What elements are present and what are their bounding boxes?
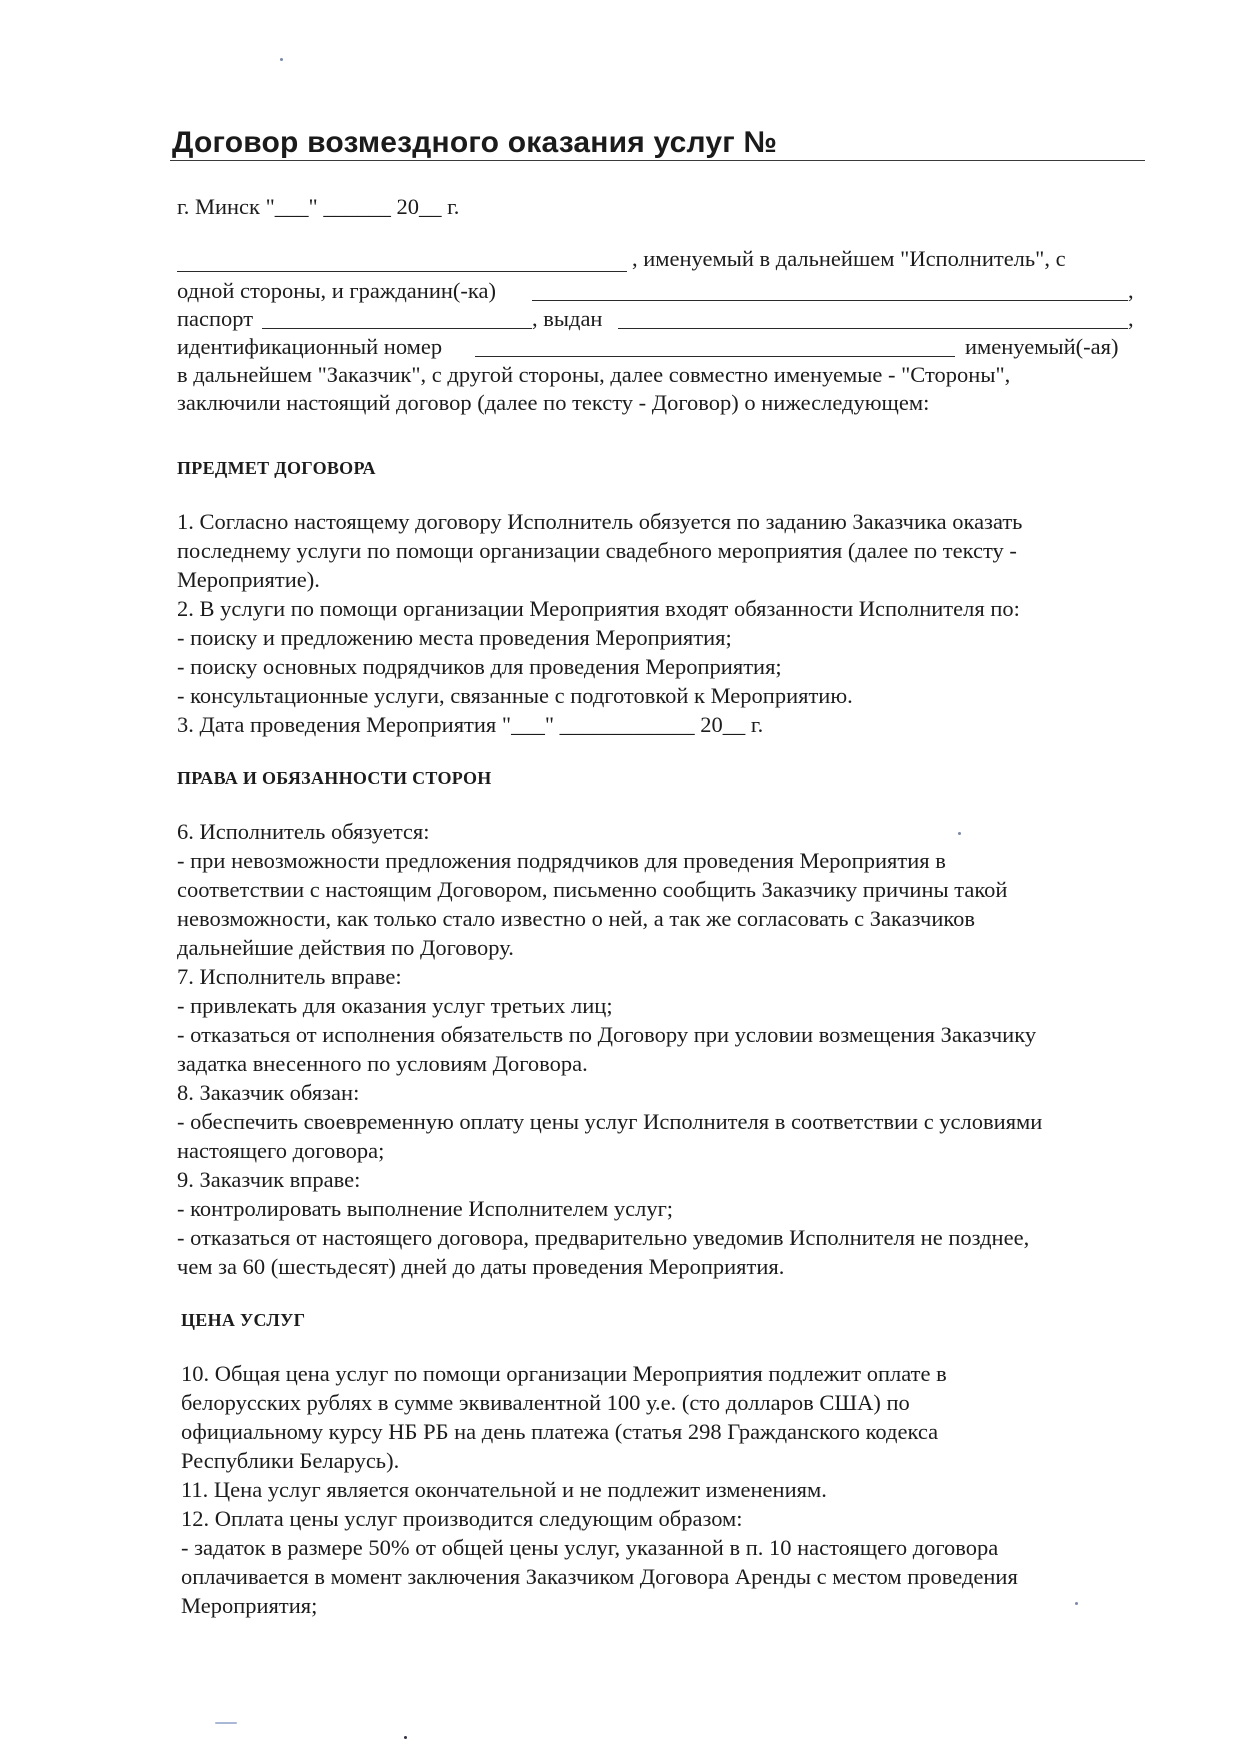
rights-line: соответствии с настоящим Договором, письменно сообщить Заказчику причины такой: [177, 877, 1008, 902]
subject-line: Мероприятие).: [177, 567, 320, 592]
passport-field: [262, 327, 532, 329]
parties-line2-head: одной стороны, и гражданин(-ка): [177, 278, 496, 303]
rights-line: - при невозможности предложения подрядчиков для проведения Мероприятия в: [177, 848, 946, 873]
parties-line2-tail: ,: [1128, 278, 1134, 303]
price-line: оплачивается в момент заключения Заказчиком Договора Аренды с местом проведения: [181, 1564, 1018, 1589]
rights-line: 8. Заказчик обязан:: [177, 1080, 360, 1105]
section-heading-rights: ПРАВА И ОБЯЗАННОСТИ СТОРОН: [177, 768, 492, 788]
subject-line: 3. Дата проведения Мероприятия "___" ____________ 20__ г.: [177, 712, 764, 737]
scan-speck: [1075, 1602, 1078, 1605]
section-heading-price: ЦЕНА УСЛУГ: [181, 1310, 306, 1330]
parties-line1: , именуемый в дальнейшем "Исполнитель", с: [632, 246, 1066, 271]
parties-line5: в дальнейшем "Заказчик", с другой стороны, далее совместно именуемые - "Стороны",: [177, 362, 1011, 387]
rights-line: - привлекать для оказания услуг третьих лиц;: [177, 993, 613, 1018]
subject-line: последнему услуги по помощи организации свадебного мероприятия (далее по тексту -: [177, 538, 1017, 563]
price-line: - задаток в размере 50% от общей цены услуг, указанной в п. 10 настоящего договора: [181, 1535, 999, 1560]
price-line: Мероприятия;: [181, 1593, 318, 1618]
document-title: Договор возмездного оказания услуг №: [172, 126, 778, 159]
rights-line: задатка внесенного по условиям Договора.: [177, 1051, 588, 1076]
parties-line3-tail: ,: [1128, 306, 1134, 331]
place-date-line: г. Минск "___" ______ 20__ г.: [177, 194, 460, 219]
parties-line3-head: паспорт: [177, 306, 254, 331]
rights-line: 6. Исполнитель обязуется:: [177, 819, 430, 844]
subject-line: 2. В услуги по помощи организации Мероприятия входят обязанности Исполнителя по:: [177, 596, 1020, 621]
customer-name-field: [532, 299, 1128, 301]
parties-line4-head: идентификационный номер: [177, 334, 443, 359]
price-line: 11. Цена услуг является окончательной и не подлежит изменениям.: [181, 1477, 827, 1502]
scan-speck: [404, 1736, 407, 1739]
parties-line3-mid: , выдан: [532, 306, 603, 331]
rights-line: чем за 60 (шестьдесят) дней до даты проведения Мероприятия.: [177, 1254, 785, 1279]
executor-name-field: [177, 270, 627, 272]
passport-issued-field: [618, 327, 1128, 329]
scan-speck: [958, 832, 961, 835]
scan-speck: [215, 1722, 237, 1724]
price-line: белорусских рублях в сумме эквивалентной 100 у.е. (сто долларов США) по: [181, 1390, 910, 1415]
rights-line: дальнейшие действия по Договору.: [177, 935, 514, 960]
subject-line: 1. Согласно настоящему договору Исполнитель обязуется по заданию Заказчика оказать: [177, 509, 1023, 534]
rights-line: настоящего договора;: [177, 1138, 385, 1163]
subject-line: - консультационные услуги, связанные с подготовкой к Мероприятию.: [177, 683, 853, 708]
rights-line: - отказаться от исполнения обязательств по Договору при условии возмещения Заказчику: [177, 1022, 1037, 1047]
title-underline: [170, 160, 1145, 161]
subject-line: - поиску основных подрядчиков для проведения Мероприятия;: [177, 654, 782, 679]
price-line: 10. Общая цена услуг по помощи организации Мероприятия подлежит оплате в: [181, 1361, 947, 1386]
price-line: 12. Оплата цены услуг производится следующим образом:: [181, 1506, 743, 1531]
rights-line: 9. Заказчик вправе:: [177, 1167, 361, 1192]
parties-line6: заключили настоящий договор (далее по тексту - Договор) о нижеследующем:: [177, 390, 930, 415]
rights-line: - контролировать выполнение Исполнителем услуг;: [177, 1196, 674, 1221]
subject-line: - поиску и предложению места проведения Мероприятия;: [177, 625, 732, 650]
rights-line: 7. Исполнитель вправе:: [177, 964, 402, 989]
rights-line: невозможности, как только стало известно о ней, а так же согласовать с Заказчиков: [177, 906, 976, 931]
scan-speck: [280, 58, 283, 61]
section-heading-subject: ПРЕДМЕТ ДОГОВОРА: [177, 458, 376, 478]
rights-line: - обеспечить своевременную оплату цены услуг Исполнителя в соответствии с условиями: [177, 1109, 1043, 1134]
price-line: Республики Беларусь).: [181, 1448, 400, 1473]
price-line: официальному курсу НБ РБ на день платежа (статья 298 Гражданского кодекса: [181, 1419, 939, 1444]
id-number-field: [475, 355, 955, 357]
parties-line4-tail: именуемый(-ая): [965, 334, 1119, 359]
rights-line: - отказаться от настоящего договора, предварительно уведомив Исполнителя не позднее,: [177, 1225, 1030, 1250]
